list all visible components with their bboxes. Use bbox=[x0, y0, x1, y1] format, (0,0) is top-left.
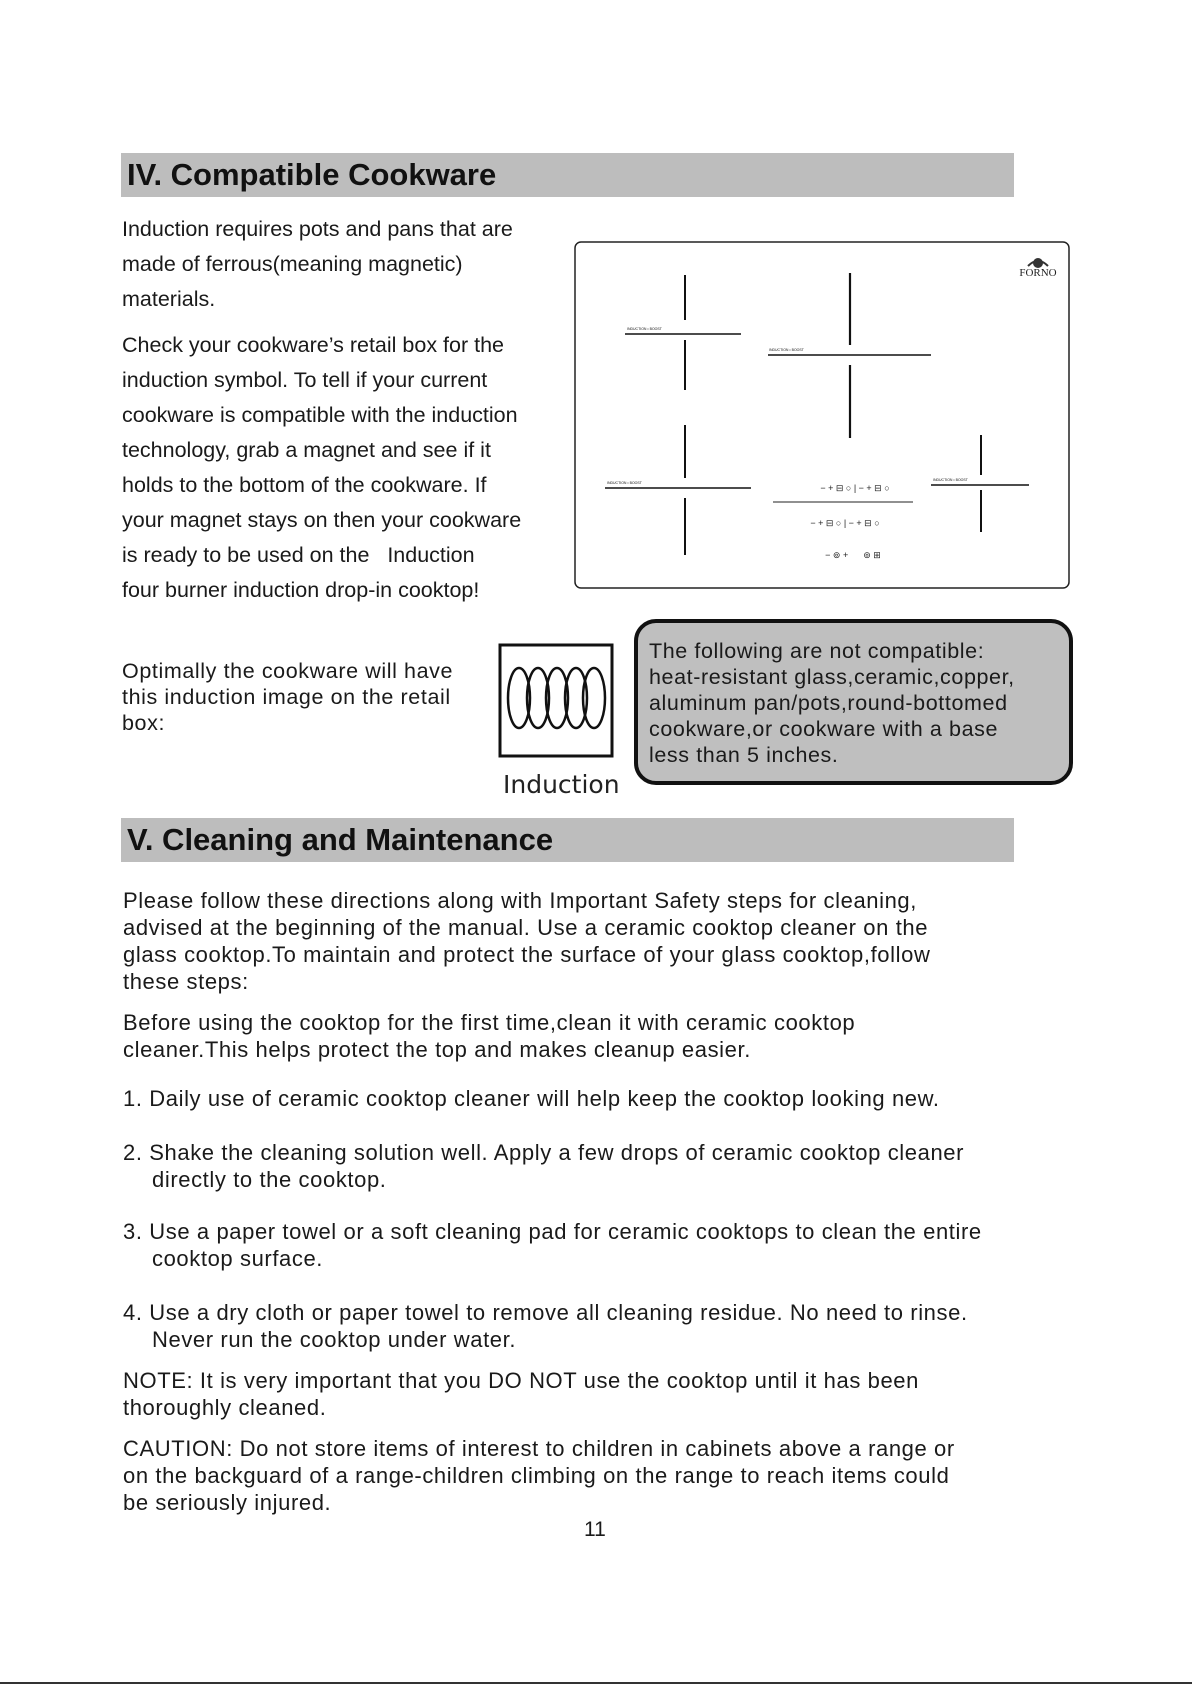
text-line: be seriously injured. bbox=[123, 1490, 332, 1515]
text-line: less than 5 inches. bbox=[649, 743, 839, 767]
cleaning-intro-paragraph bbox=[123, 887, 1123, 995]
text-line: advised at the beginning of the manual. Use a ceramic cooktop cleaner on the bbox=[123, 915, 929, 940]
caution-paragraph bbox=[123, 1435, 1123, 1516]
control-row: − + ⊟ ○ | − + ⊟ ○ bbox=[820, 483, 890, 493]
step-text: 4. Use a dry cloth or paper towel to remove all cleaning residue. No need to rinse. bbox=[123, 1300, 968, 1325]
text-line: Optimally the cookware will have bbox=[122, 659, 454, 683]
section-heading-cleaning-maintenance bbox=[121, 818, 1014, 862]
section-title: V. Cleaning and Maintenance bbox=[127, 822, 554, 857]
list-item bbox=[123, 1218, 982, 1272]
step-text: 3. Use a paper towel or a soft cleaning pad for ceramic cooktops to clean the entire bbox=[123, 1219, 982, 1244]
step-text-continued: cooktop surface. bbox=[152, 1246, 324, 1271]
text-line: cookware,or cookware with a base bbox=[649, 717, 999, 741]
text-line: Please follow these directions along with Important Safety steps for cleaning, bbox=[123, 888, 917, 913]
zone-label: INDUCTION • BOOST bbox=[769, 348, 804, 352]
section-title: IV. Compatible Cookware bbox=[127, 157, 497, 192]
list-item bbox=[123, 1139, 964, 1193]
step-text: 2. Shake the cleaning solution well. Apply a few drops of ceramic cooktop cleaner bbox=[123, 1140, 965, 1165]
list-item bbox=[123, 1085, 940, 1112]
text-line: thoroughly cleaned. bbox=[123, 1395, 327, 1420]
text-line: four burner induction drop-in cooktop! bbox=[122, 578, 480, 602]
bottom-rule bbox=[0, 1682, 1192, 1684]
text-line: The following are not compatible: bbox=[649, 639, 985, 663]
induction-symbol-icon bbox=[498, 643, 615, 760]
text-line: box: bbox=[122, 711, 166, 735]
magnet-test-paragraph bbox=[122, 328, 562, 608]
section-heading-compatible-cookware bbox=[121, 153, 1014, 197]
note-paragraph bbox=[123, 1367, 1123, 1421]
text-line: is ready to be used on the Induction bbox=[122, 543, 475, 567]
text-line: holds to the bottom of the cookware. If bbox=[122, 473, 487, 497]
not-compatible-callout bbox=[634, 619, 1073, 785]
zone-label: INDUCTION • BOOST bbox=[933, 478, 968, 482]
text-line: NOTE: It is very important that you DO NOT use the cooktop until it has been bbox=[123, 1368, 919, 1393]
page-number: 11 bbox=[584, 1518, 606, 1541]
zone-label: INDUCTION • BOOST bbox=[627, 327, 662, 331]
step-text-continued: directly to the cooktop. bbox=[152, 1167, 387, 1192]
list-item bbox=[123, 1299, 968, 1353]
text-line: Before using the cooktop for the first time,clean it with ceramic cooktop bbox=[123, 1010, 856, 1035]
text-line: Check your cookware’s retail box for the bbox=[122, 333, 505, 357]
logo-text: FORNO bbox=[1019, 267, 1057, 279]
text-line: technology, grab a magnet and see if it bbox=[122, 438, 491, 462]
text-line: Induction requires pots and pans that are bbox=[122, 217, 513, 241]
text-line: CAUTION: Do not store items of interest to children in cabinets above a range or bbox=[123, 1436, 955, 1461]
text-line: on the backguard of a range-children climbing on the range to reach items could bbox=[123, 1463, 950, 1488]
text-line: made of ferrous(meaning magnetic) bbox=[122, 252, 463, 276]
induction-requirement-paragraph bbox=[122, 212, 562, 317]
cooktop-outline bbox=[575, 242, 1069, 588]
step-text: 1. Daily use of ceramic cooktop cleaner will help keep the cooktop looking new. bbox=[123, 1086, 940, 1111]
text-line: cookware is compatible with the induction bbox=[122, 403, 518, 427]
text-line: aluminum pan/pots,round-bottomed bbox=[649, 691, 1008, 715]
zone-label: INDUCTION • BOOST bbox=[607, 481, 642, 485]
text-line: your magnet stays on then your cookware bbox=[122, 508, 522, 532]
text-line: heat-resistant glass,ceramic,copper, bbox=[649, 665, 1015, 689]
control-row: − + ⊟ ○ | − + ⊟ ○ bbox=[810, 518, 880, 528]
text-line: induction symbol. To tell if your current bbox=[122, 368, 488, 392]
text-line: glass cooktop.To maintain and protect the surface of your glass cooktop,follow bbox=[123, 942, 931, 967]
text-line: cleaner.This helps protect the top and makes cleanup easier. bbox=[123, 1037, 751, 1062]
cooktop-diagram bbox=[573, 240, 1071, 592]
text-line: materials. bbox=[122, 287, 216, 311]
text-line: these steps: bbox=[123, 969, 249, 994]
text-line: this induction image on the retail bbox=[122, 685, 451, 709]
first-use-paragraph bbox=[123, 1009, 1123, 1063]
induction-caption: Induction bbox=[503, 770, 620, 799]
control-row: − ⊚ + ⊚ ⊞ bbox=[825, 550, 881, 560]
step-text-continued: Never run the cooktop under water. bbox=[152, 1327, 517, 1352]
optimal-cookware-paragraph bbox=[122, 658, 502, 736]
